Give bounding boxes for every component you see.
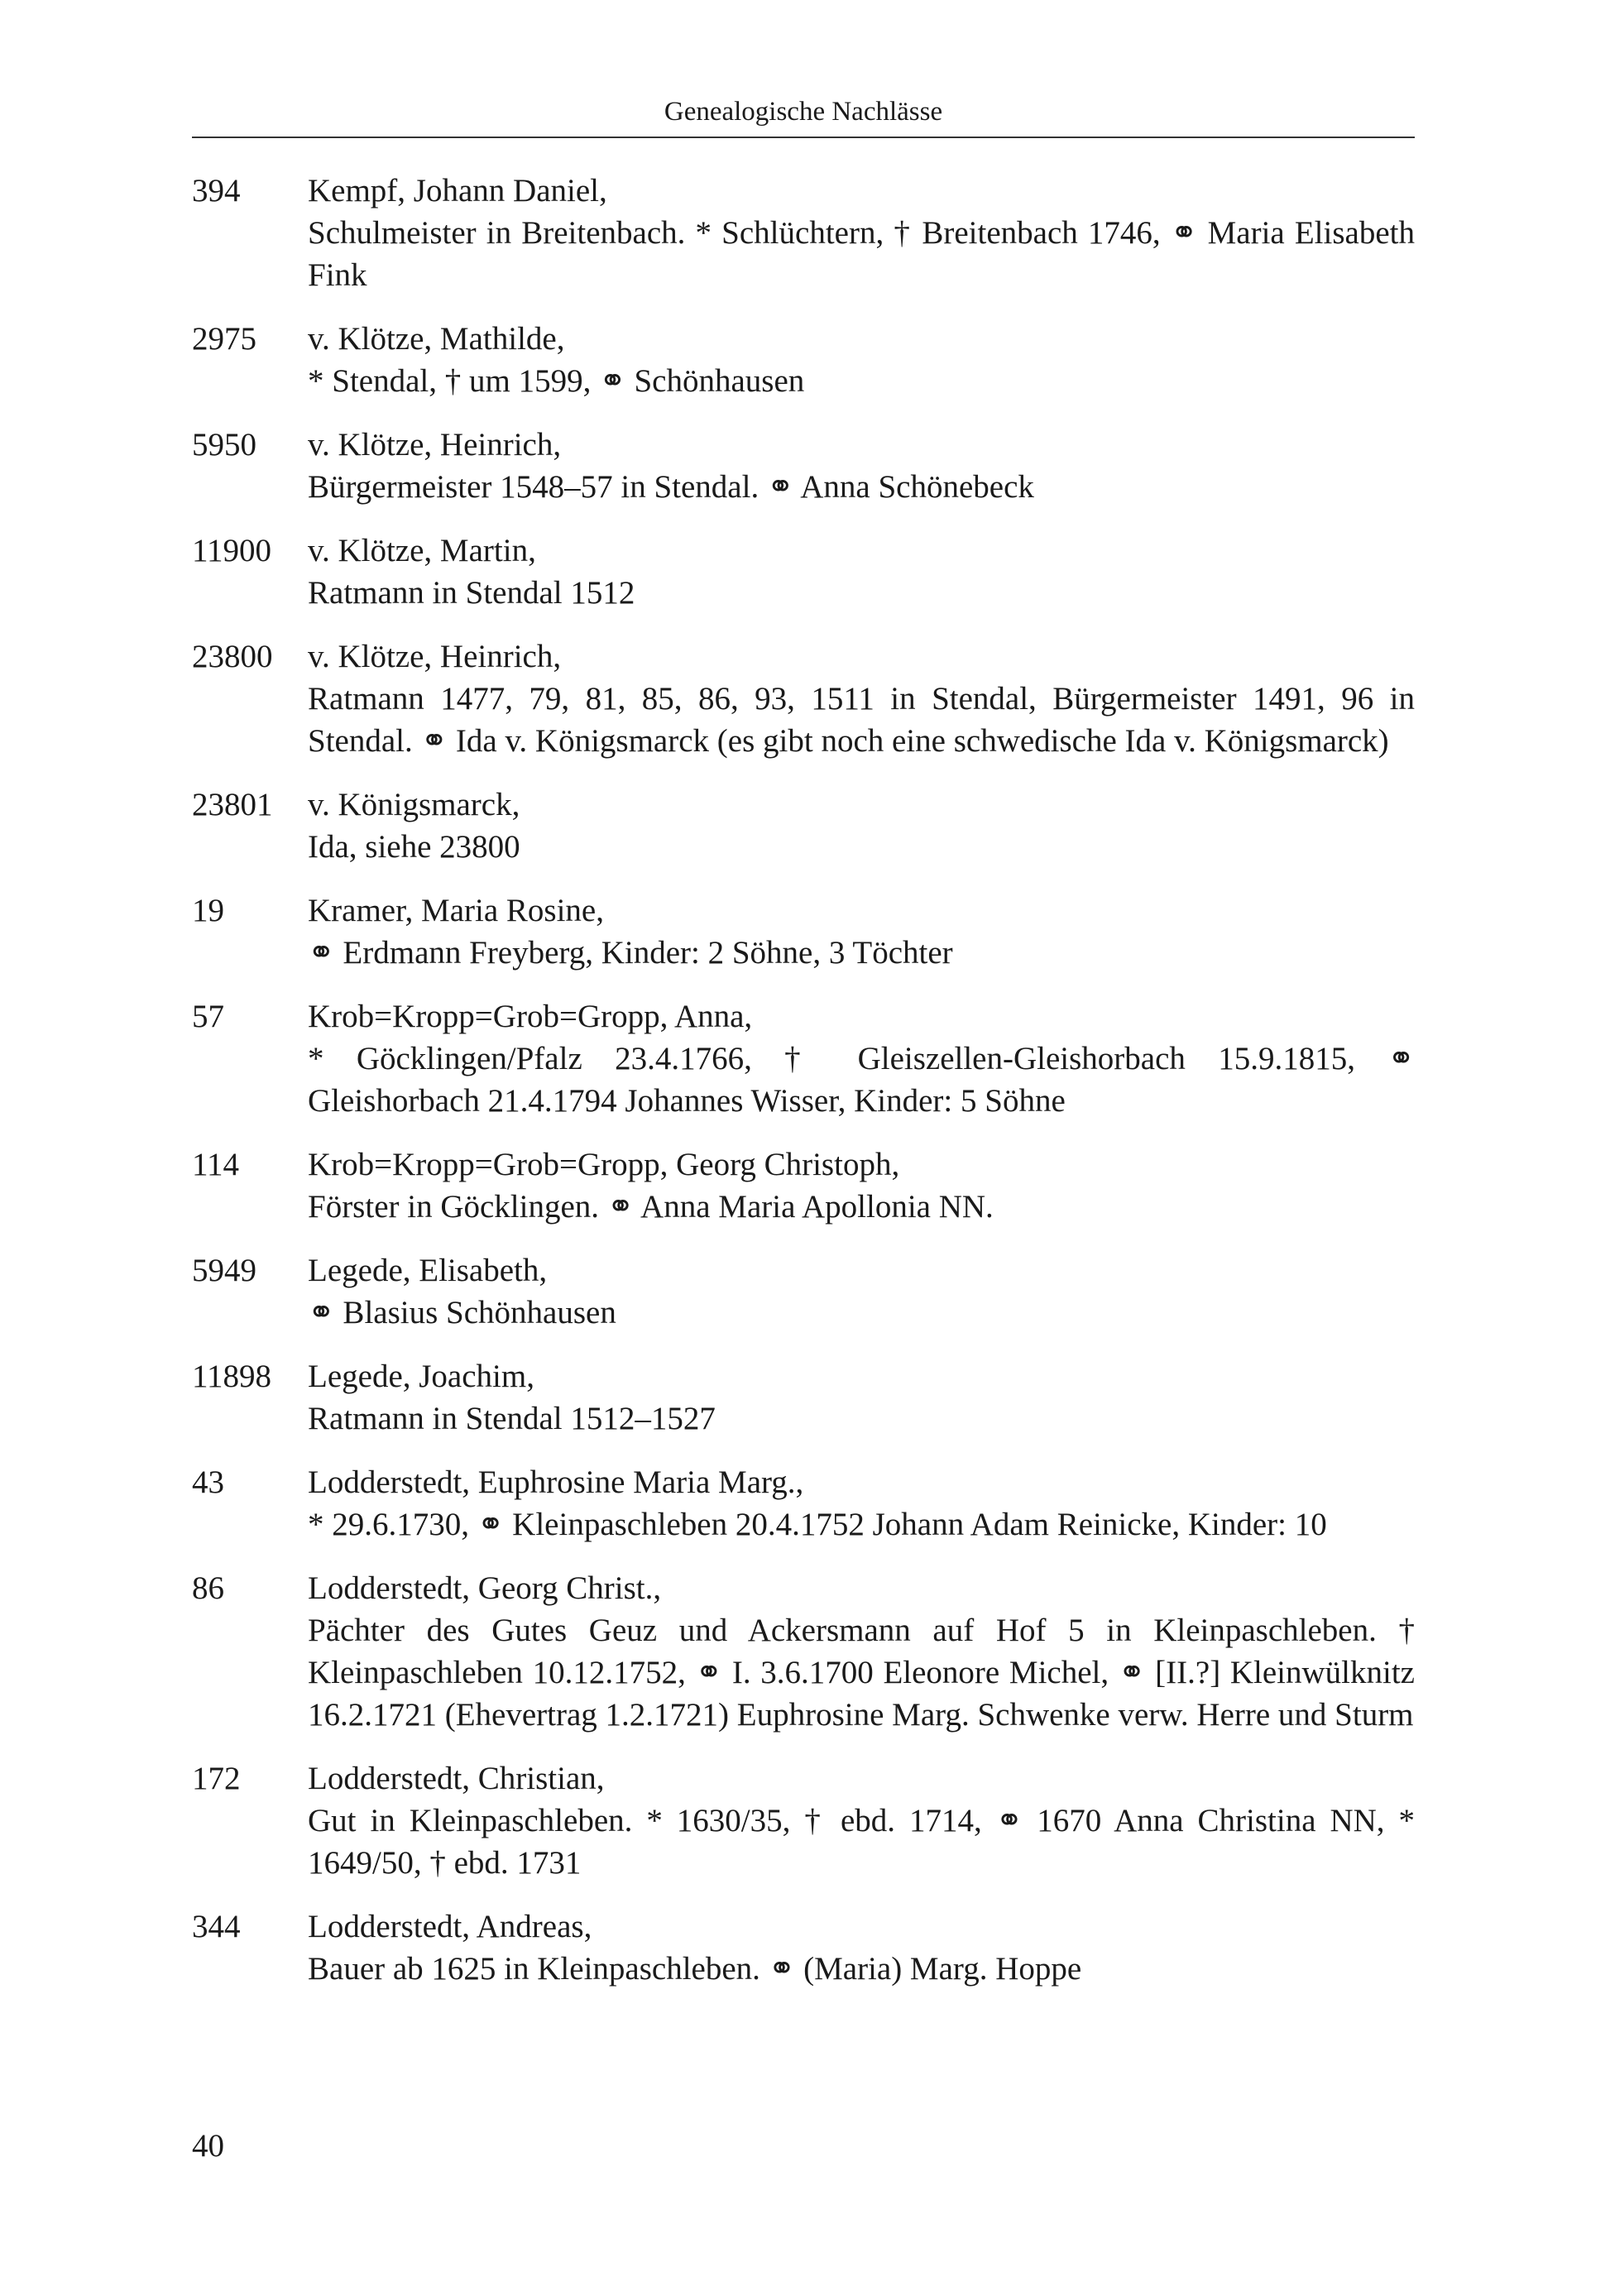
- entry-details: Pächter des Gutes Geuz und Ackersmann auf Hof 5 in Kleinpaschleben. † Kleinpaschleben 10.12.1752, ⚭ I. 3.6.1700 Eleonore Michel, ⚭ [II.?] Kleinwülknitz 16.2.1721 (Ehevertrag 1.2.1721) Euphrosine Marg. Schwenke verw. Herre und Sturm: [308, 1613, 1415, 1733]
- entry-details: Förster in Göcklingen. ⚭ Anna Maria Apollonia NN.: [308, 1189, 994, 1225]
- entry-number: 2975: [192, 321, 256, 357]
- entry-name: Legede, Joachim,: [308, 1359, 534, 1394]
- list-item: [192, 530, 1415, 614]
- entry-body: [308, 1757, 1415, 1884]
- entry-details: ⚭ Erdmann Freyberg, Kinder: 2 Söhne, 3 Töchter: [308, 935, 953, 971]
- entry-name: Krob=Kropp=Grob=Gropp, Georg Christoph,: [308, 1147, 900, 1182]
- entry-number: 11898: [192, 1359, 272, 1394]
- entry-body: [308, 170, 1415, 296]
- entry-name: v. Klötze, Martin,: [308, 533, 536, 568]
- entry-name: v. Klötze, Heinrich,: [308, 639, 562, 674]
- list-item: [192, 1249, 1415, 1334]
- page-number: 40: [192, 2128, 224, 2164]
- list-item: [192, 1461, 1415, 1546]
- entry-number: 114: [192, 1147, 240, 1182]
- entry-body: [308, 1905, 1415, 1990]
- entry-number: 23800: [192, 639, 273, 674]
- entry-name: Lodderstedt, Christian,: [308, 1761, 605, 1796]
- entry-name: Lodderstedt, Andreas,: [308, 1909, 592, 1944]
- list-item: [192, 784, 1415, 868]
- list-item: [192, 1905, 1415, 1990]
- entry-body: [308, 1249, 1415, 1334]
- entry-body: [308, 1143, 1415, 1228]
- entry-details: * 29.6.1730, ⚭ Kleinpaschleben 20.4.1752 Johann Adam Reinicke, Kinder: 10: [308, 1507, 1327, 1542]
- entry-body: [308, 1461, 1415, 1546]
- entry-number: 5949: [192, 1253, 256, 1288]
- entry-body: [308, 1355, 1415, 1440]
- entry-number: 5950: [192, 427, 256, 463]
- entry-body: [308, 784, 1415, 868]
- entry-number: 11900: [192, 533, 272, 568]
- list-item: [192, 635, 1415, 762]
- entry-number: 172: [192, 1761, 241, 1796]
- list-item: [192, 1757, 1415, 1884]
- entry-number: 344: [192, 1909, 241, 1944]
- list-item: [192, 424, 1415, 508]
- entry-body: [308, 318, 1415, 402]
- entry-number: 19: [192, 893, 224, 928]
- entry-details: Schulmeister in Breitenbach. * Schlüchtern, † Breitenbach 1746, ⚭ Maria Elisabeth Fink: [308, 215, 1415, 293]
- entry-name: Lodderstedt, Georg Christ.,: [308, 1570, 662, 1606]
- list-item: [192, 318, 1415, 402]
- list-item: [192, 1355, 1415, 1440]
- list-item: [192, 1143, 1415, 1228]
- entry-name: Legede, Elisabeth,: [308, 1253, 548, 1288]
- entry-name: v. Klötze, Mathilde,: [308, 321, 565, 357]
- list-item: [192, 995, 1415, 1122]
- entry-number: 23801: [192, 787, 273, 822]
- entry-name: Kramer, Maria Rosine,: [308, 893, 604, 928]
- entry-details: Bürgermeister 1548–57 in Stendal. ⚭ Anna Schönebeck: [308, 469, 1034, 505]
- entry-name: Krob=Kropp=Grob=Gropp, Anna,: [308, 999, 753, 1034]
- running-header: Genealogische Nachlässe: [664, 97, 943, 127]
- entry-body: [308, 889, 1415, 974]
- entry-details: Gut in Kleinpaschleben. * 1630/35, † ebd. 1714, ⚭ 1670 Anna Christina NN, * 1649/50, † ebd. 1731: [308, 1803, 1415, 1881]
- list-item: [192, 889, 1415, 974]
- entry-number: 43: [192, 1464, 224, 1500]
- entry-name: Lodderstedt, Euphrosine Maria Marg.,: [308, 1464, 804, 1500]
- entry-body: [308, 635, 1415, 762]
- entry-name: v. Klötze, Heinrich,: [308, 427, 562, 463]
- entry-number: 57: [192, 999, 224, 1034]
- entry-name: v. Königsmarck,: [308, 787, 520, 822]
- entry-body: [308, 1567, 1415, 1736]
- entry-details: Bauer ab 1625 in Kleinpaschleben. ⚭ (Maria) Marg. Hoppe: [308, 1951, 1082, 1987]
- entry-name: Kempf, Johann Daniel,: [308, 173, 607, 209]
- entry-details: Ida, siehe 23800: [308, 829, 520, 865]
- entry-number: 394: [192, 173, 241, 209]
- entry-details: Ratmann in Stendal 1512–1527: [308, 1401, 716, 1436]
- entry-details: Ratmann 1477, 79, 81, 85, 86, 93, 1511 in Stendal, Bürgermeister 1491, 96 in Stendal. ⚭ Ida v. Königsmarck (es gibt noch eine schwedische Ida v. Königsmarck): [308, 681, 1415, 759]
- entry-body: [308, 424, 1415, 508]
- entry-details: Ratmann in Stendal 1512: [308, 575, 635, 611]
- entry-details: * Göcklingen/Pfalz 23.4.1766, † Gleiszellen-Gleishorbach 15.9.1815, ⚭ Gleishorbach 21.4.1794 Johannes Wisser, Kinder: 5 Söhne: [308, 1041, 1415, 1119]
- list-item: [192, 1567, 1415, 1736]
- entry-body: [308, 530, 1415, 614]
- entry-body: [308, 995, 1415, 1122]
- header-rule: [192, 137, 1415, 138]
- entry-list: [192, 170, 1415, 2011]
- entry-details: ⚭ Blasius Schönhausen: [308, 1295, 616, 1330]
- list-item: [192, 170, 1415, 296]
- entry-details: * Stendal, † um 1599, ⚭ Schönhausen: [308, 363, 805, 399]
- entry-number: 86: [192, 1570, 224, 1606]
